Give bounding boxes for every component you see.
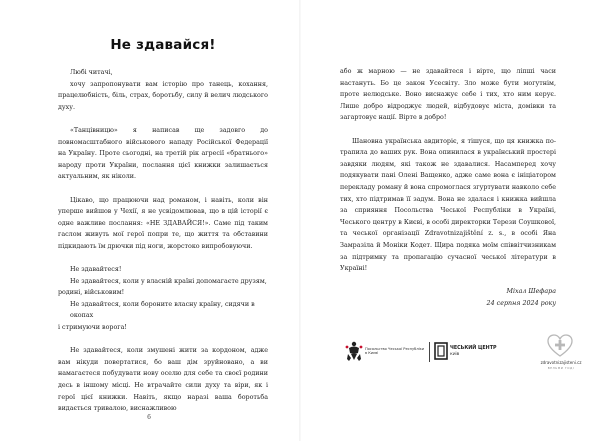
signature-name: Міхал Шефара (506, 288, 556, 296)
zdravotni-tagline: ВЕЛЬМИ ГОДІ (547, 366, 575, 370)
paragraph-continuation: або ж марною — не здавайтеся і вірте, що ліпші часи настануть. Бо це закон Усесвіту. Зло може бути могутнім, проте нелюдське. Воно виснажує себе і тих, хто ним керує. Лише добро відроджує людей, відбудовує міста, домівки та загартовує нації. Вірте в добро! (340, 68, 556, 122)
czech-lion-emblem-icon (345, 340, 363, 366)
czech-centre-mark-icon (434, 342, 448, 364)
czech-centre-text (450, 346, 496, 358)
sponsor-logos (345, 338, 590, 370)
exclamation-line: родині, військовим! (58, 289, 125, 297)
logo-divider (429, 342, 430, 362)
page-number: 6 (147, 414, 151, 421)
czech-centre-logo (434, 338, 504, 366)
paragraph: Шановна українська авдиторіє, я тішуся, що ця книжка потрапила до ваших рук. Вона опинилася в український простері завдяки людям, які також не здавалися. Насамперед хочу подякувати пані Олені Ващенко, адже саме вона є ініціатором перекладу роману й вона спромоглася згуртувати навколо себе тих, хто підтримав її задум. Вона не здалася і книжка вийшла за сприяння Посольства Чеської Республіки в Україні, Чеського центру в Києві, в особі директорки Терези Соушкової, та чеської організації Zdravotnizajištění z. s., в особі Яна Замразіла й Моніки Кодет. Щира подяка моїм співвітчизникам за підтримку та пропагацію сучасної чеської літератури в Україні! (340, 137, 556, 273)
paragraph: хочу запропонувати вам історію про танець, кохання, працелюбність, біль, страх, боротьбу, силу й велич людського духу. (58, 80, 268, 111)
paragraph: «Танцівницю» я написав ще задовго до повномасштабного військового нападу Російської Федерації на Україну. Проте сьогодні, на третій рік агресії «братнього» народу проти України, послання цієї книжки залишається актуальним, як ніколи. (58, 126, 268, 181)
signature-date: 24 серпня 2024 року (486, 299, 556, 307)
paragraph: Не здавайтеся, коли змушені жити за кордоном, адже вам нікуди повертатися, бо ваш дім зруйновано, а ви намагаєтеся побудувати нову оселю для себе та своєї родини десь в іншому місці. Не втрачайте сили духу та віри, як і герої цієї книжки. Навіть, якщо наразі ваша боротьба видається тривалою, виснажливою (58, 347, 268, 413)
salutation: Любі читачі, (70, 69, 113, 76)
right-page-body (340, 66, 556, 309)
embassy-logo-text: Посольство Чеської Республіки в Києві (365, 347, 425, 356)
exclamation-line: Не здавайтеся, коли у власній країні допомагаєте друзям, (70, 277, 267, 285)
left-page-body (58, 67, 268, 426)
zdravotni-logo (533, 338, 589, 370)
czech-centre-name: ЧЕСЬКИЙ ЦЕНТР (450, 346, 497, 351)
paragraph: Цікаво, що працюючи над романом, і навіть, коли він уперше вийшов у Чехії, я не усвідомлював, що в цій історії є одне важливе послання: «НЕ ЗДАВАЙСЯ!». Саме під таким гаслом живуть мої герої попри те, що життя та обставини підкидають їм дрючки під ноги, жорстоко випробовуючи. (58, 196, 268, 250)
exclamation-block (58, 264, 268, 334)
czech-centre-city: КИЇВ (450, 351, 460, 357)
page-title: Не здавайся! (110, 37, 216, 53)
right-page (300, 0, 600, 441)
exclamation-line: і стримуючи ворога! (58, 324, 127, 332)
embassy-logo (345, 338, 429, 366)
exclamation-line: Не здавайтеся! (70, 266, 122, 274)
zdravotni-name: zdravotnizajisteni.cz (540, 360, 582, 365)
heart-cross-icon (547, 334, 573, 362)
exclamation-line: Не здавайтеся, коли бороните власну країну, сидячи в окопах (70, 300, 255, 320)
